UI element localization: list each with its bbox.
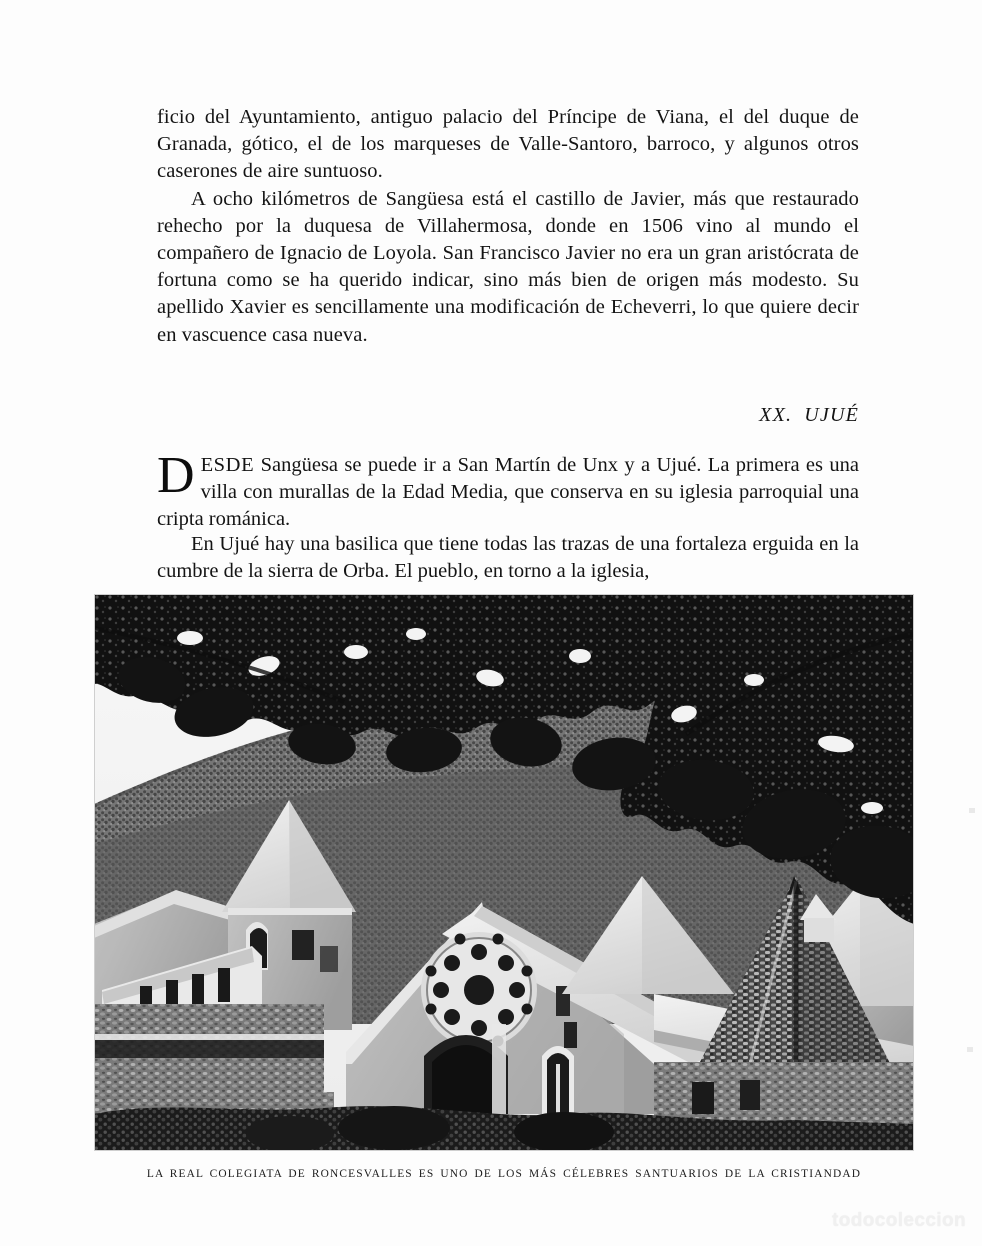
- paragraph-continuation: ficio del Ayuntamiento, antiguo palacio del Príncipe de Viana, el del duque de Granada, gótico, el de los marqueses de Valle-Santoro, barroco, y algunos otros caserones de aire suntuoso.: [157, 106, 859, 183]
- photograph-image: [94, 594, 914, 1151]
- text-column: [157, 104, 859, 349]
- section-number: XX.: [759, 404, 793, 426]
- watermark-todocoleccion: todocoleccion: [832, 1210, 966, 1231]
- paragraph-javier: A ocho kilómetros de Sangüesa está el castillo de Javier, más que restaurado rehecho por la duquesa de Villahermosa, donde en 1506 vino al mundo el compañero de Ignacio de Loyola. San Francisco Javier no era un gran aristócrata de fortuna como se ha querido indicar, sino más bien de origen más modesto. Su apellido Xavier es sencillamente una modificación de Echeverri, lo que quiere decir en vascuence casa nueva.: [157, 187, 859, 346]
- dropcap-paragraph-text: Sangüesa se puede ir a San Martín de Unx y a Ujué. La primera es una villa con murallas de la Edad Media, que conserva en su iglesia parroquial una cripta románica.: [157, 454, 859, 531]
- photo-caption: LA REAL COLEGIATA DE RONCESVALLES ES UNO DE LOS MÁS CÉLEBRES SANTUARIOS DE LA CRISTIANDAD: [146, 1168, 862, 1180]
- section-heading: [157, 404, 859, 427]
- paragraph-ujue: En Ujué hay una basilica que tiene todas las trazas de una fortaleza erguida en la cumbre de la sierra de Orba. El pueblo, en torno a la iglesia,: [157, 533, 859, 583]
- section-title: UJUÉ: [804, 404, 859, 426]
- drop-cap-letter: D: [157, 447, 195, 504]
- small-caps-opening: ESDE: [200, 454, 255, 476]
- scan-artifact-lower: [967, 1047, 973, 1052]
- scan-artifact-upper: [969, 808, 975, 813]
- photograph-roncesvalles: [94, 594, 914, 1151]
- dropcap-paragraph: [157, 447, 859, 534]
